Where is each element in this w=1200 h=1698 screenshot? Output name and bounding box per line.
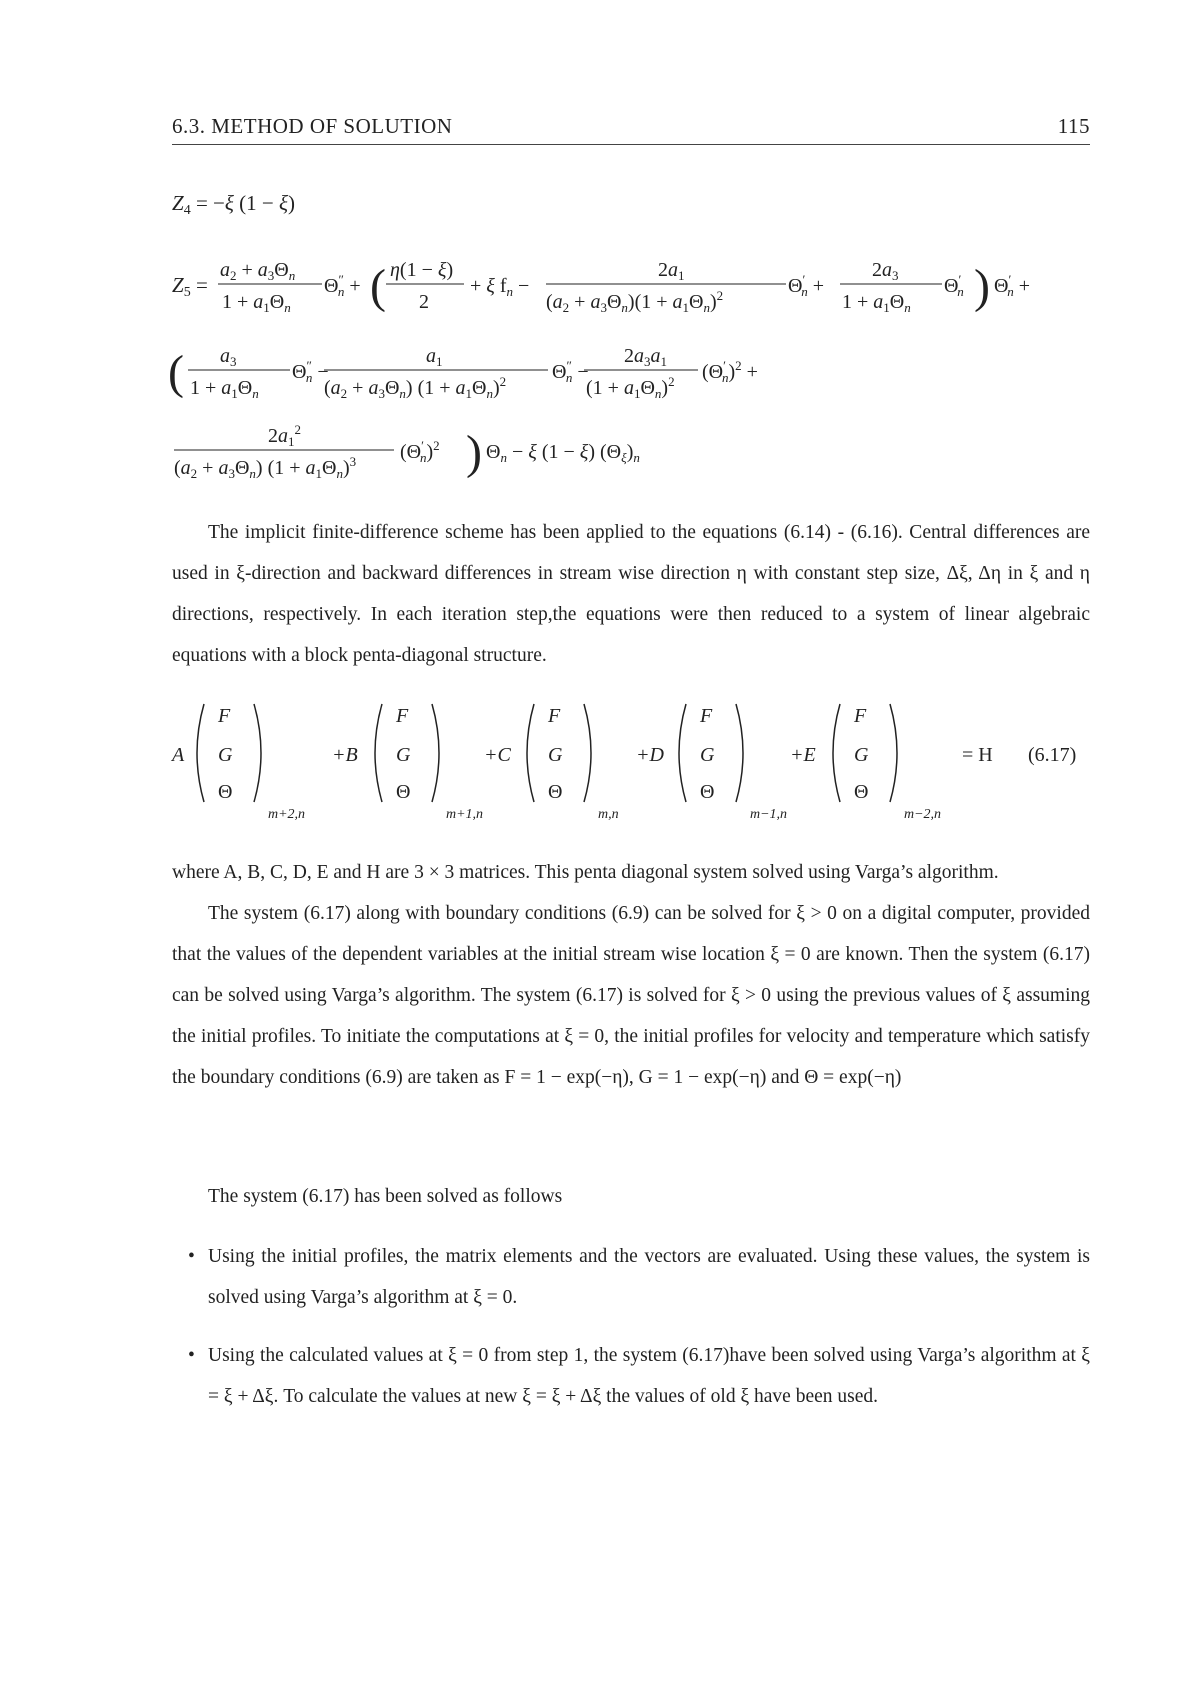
- svg-text:+ ξ fn −: + ξ $f_n$ −: [470, 275, 530, 299]
- svg-text:2a3a1: $2a_3a_1$: [624, 345, 667, 369]
- svg-text:Z4 = −ξ (1 − ξ): Z4 = −ξ (1 − ξ): [172, 191, 295, 218]
- svg-text:a1: $a_1$: [426, 345, 443, 369]
- equation-z4: [172, 186, 1092, 220]
- equation-z5-line1-render: [172, 250, 1092, 320]
- running-header: [172, 112, 1090, 145]
- matrix-coefficient: +B: [332, 744, 358, 766]
- svg-text:(a2 + a3Θn)(1 + a1Θn)2: $(a_2 + a_3\Theta_n)(1 + a_1\Theta_n)^2$: [546, 288, 724, 315]
- svg-text:Θ″n +: Θ″ n +: [324, 272, 361, 299]
- left-paren: [197, 704, 204, 802]
- vector-entry-theta: Θ: [396, 781, 411, 803]
- matrix-coefficient: +C: [484, 744, 511, 766]
- vector-subscript: m−1,n: [750, 807, 788, 822]
- svg-text:Θ″n −: Θ″ n −: [292, 358, 329, 385]
- matrix-coefficient: A: [172, 744, 185, 766]
- svg-text:(Θ′n)2 +: (Θ′ n)$^2$ +: [702, 358, 758, 385]
- svg-text:Θ′n +: Θ′ n +: [788, 272, 825, 299]
- left-paren: [833, 704, 840, 802]
- svg-text:η(1 − ξ): η(1 − ξ): [390, 259, 454, 281]
- equation-z5-line1: [172, 250, 1092, 320]
- svg-text:Θ″n −: Θ″ n −: [552, 358, 589, 385]
- svg-text:Z5 =: Z5 =: [172, 273, 208, 300]
- equation-matrix: [172, 698, 1092, 834]
- vector-entry-f: F: [218, 705, 231, 727]
- svg-text:): ): [466, 426, 482, 479]
- vector-entry-theta: Θ: [548, 781, 563, 803]
- paragraph-solved-as-follows: The system (6.17) has been solved as follows: [208, 1186, 563, 1207]
- svg-text:(: (: [168, 346, 184, 399]
- bullet-icon: •: [188, 1246, 195, 1267]
- vector-entry-g: G: [700, 744, 715, 766]
- vector-entry-theta: Θ: [854, 781, 869, 803]
- vector-entry-g: G: [396, 744, 411, 766]
- vector-entry-theta: Θ: [700, 781, 715, 803]
- svg-text:Θ′n: Θ′ n: [944, 272, 964, 299]
- vector-subscript: m,n: [598, 807, 619, 822]
- vector-subscript: m−2,n: [904, 807, 942, 822]
- list-item: [188, 1335, 1090, 1417]
- svg-text:a3: $a_3$: [220, 345, 237, 369]
- svg-text:): ): [974, 260, 990, 313]
- left-paren: [679, 704, 686, 802]
- vector-entry-theta: Θ: [218, 781, 233, 803]
- right-paren: [890, 704, 897, 802]
- svg-text:(: (: [370, 260, 386, 313]
- svg-text:1 + a1Θn: $1 + a_1\Theta_n$: [842, 291, 911, 315]
- svg-text:2a1: $2a_1$: [658, 259, 685, 283]
- matrix-coefficient: +E: [790, 744, 816, 766]
- svg-text:Θn − ξ (1 − ξ) (Θξ)n: $\Theta_n - \xi$ (1 − ξ) $(\Theta_\xi)_n$: [486, 441, 640, 465]
- svg-text:a2 + a3Θn: $a_2 + a_3\Theta_n$: [220, 259, 296, 283]
- vector-entry-f: F: [700, 705, 713, 727]
- vector-subscript: m+2,n: [268, 807, 306, 822]
- bullet-icon: •: [188, 1345, 195, 1366]
- page-number: 115: [1057, 114, 1090, 138]
- list-item-text: Using the calculated values at ξ = 0 from step 1, the system (6.17)have been solved using Varga’s algorithm at ξ = ξ + Δξ. To calculate the values at new ξ = ξ + Δξ the values of old ξ have been used.: [208, 1345, 1090, 1407]
- equation-rhs: = H: [962, 744, 993, 766]
- equation-z5-line3: [172, 416, 1092, 486]
- left-paren: [375, 704, 382, 802]
- vector-entry-f: F: [548, 705, 561, 727]
- list-item: [188, 1236, 1090, 1318]
- equation-z4-render: [172, 186, 1092, 220]
- svg-text:Θ′n +: Θ′ n +: [994, 272, 1031, 299]
- vector-subscript: m+1,n: [446, 807, 484, 822]
- svg-text:1 + a1Θn: $1 + a_1\Theta_n$: [222, 291, 291, 315]
- svg-text:(Θ′n)2: (Θ′ n)$^2$: [400, 438, 440, 465]
- svg-text:(a2 + a3Θn) (1 + a1Θn)3: $(a_2 + a_3\Theta_n) (1 + a_1\Theta_n)^3$: [174, 454, 357, 481]
- list-item-text: Using the initial profiles, the matrix elements and the vectors are evaluated. Using these values, the system is solved using Varga’s algorithm at ξ = 0.: [208, 1246, 1090, 1308]
- equation-z5-line2-render: [168, 336, 1092, 406]
- left-paren: [527, 704, 534, 802]
- right-paren: [584, 704, 591, 802]
- svg-text:1 + a1Θn: $1 + a_1\Theta_n$: [190, 377, 259, 401]
- svg-text:2a12: $2a_1^2$: [268, 422, 301, 449]
- vector-entry-f: F: [854, 705, 867, 727]
- equation-number: (6.17): [1028, 744, 1077, 766]
- vector-entry-g: G: [854, 744, 869, 766]
- right-paren: [432, 704, 439, 802]
- right-paren: [254, 704, 261, 802]
- paragraph-scheme: The implicit finite-difference scheme has been applied to the equations (6.14) - (6.16). Central differences are used in ξ-direction and backward differences in stream wise direction η with constant step size, Δξ, Δη in ξ and η directions, respectively. In each iteration step,the equations were then reduced to a system of linear algebraic equations with a block penta-diagonal structure.: [172, 522, 1090, 666]
- equation-z5-line3-render: [172, 416, 1092, 486]
- paragraph-system: The system (6.17) along with boundary conditions (6.9) can be solved for ξ > 0 on a digital computer, provided that the values of the dependent variables at the initial stream wise location ξ = 0 are known. Then the system (6.17) can be solved using Varga’s algorithm. The system (6.17) is solved for ξ > 0 using the previous values of ξ assuming the initial profiles. To initiate the computations at ξ = 0, the initial profiles for velocity and temperature which satisfy the boundary conditions (6.9) are taken as F = 1 − exp(−η), G = 1 − exp(−η) and Θ = exp(−η): [172, 903, 1090, 1088]
- vector-entry-g: G: [218, 744, 233, 766]
- section-title: 6.3. METHOD OF SOLUTION: [172, 114, 453, 138]
- svg-text:2: 2: [419, 291, 429, 313]
- matrix-coefficient: +D: [636, 744, 664, 766]
- paragraph-matrices: where A, B, C, D, E and H are 3 × 3 matrices. This penta diagonal system solved using Varga’s algorithm.: [172, 862, 999, 883]
- svg-text:(1 + a1Θn)2: $(1 + a_1\Theta_n)^2$: [586, 374, 675, 401]
- vector-entry-g: G: [548, 744, 563, 766]
- svg-text:(a2 + a3Θn) (1 + a1Θn)2: $(a_2 + a_3\Theta_n) (1 + a_1\Theta_n)^2$: [324, 374, 507, 401]
- right-paren: [736, 704, 743, 802]
- matrix-equation-render: [172, 698, 1092, 834]
- equation-z5-line2: [168, 336, 1092, 406]
- svg-text:2a3: $2a_3$: [872, 259, 899, 283]
- vector-entry-f: F: [396, 705, 409, 727]
